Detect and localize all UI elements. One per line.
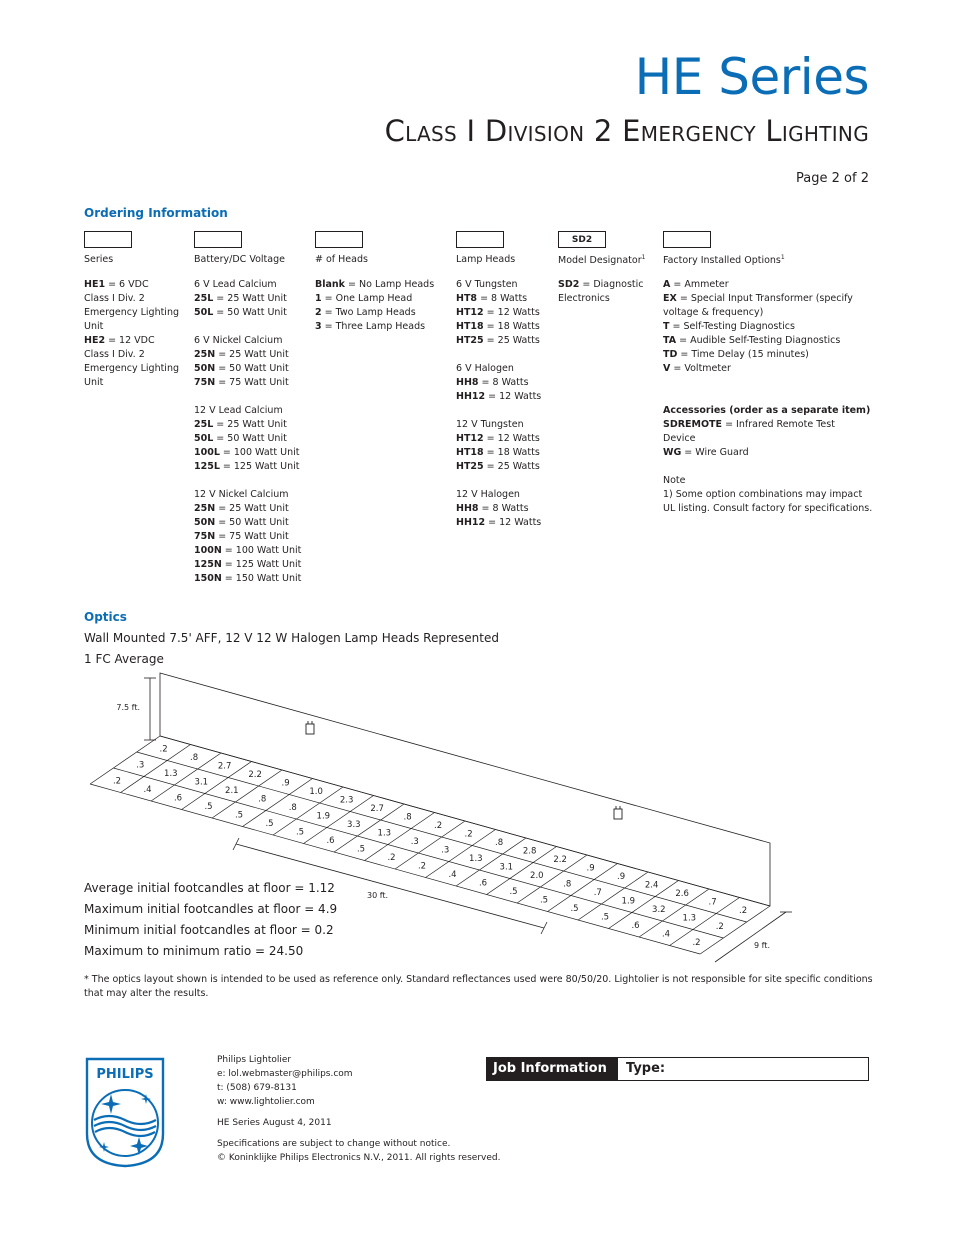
footcandle-value: 2.2 — [553, 854, 567, 865]
footcandle-value: .9 — [281, 778, 290, 789]
stat-average: Average initial footcandles at floor = 1.12 — [84, 881, 335, 895]
footcandle-value: .5 — [539, 895, 549, 906]
option-line: Note — [663, 475, 686, 486]
option-line: 12 V Lead Calcium — [194, 405, 283, 416]
footcandle-value: 1.9 — [316, 811, 331, 822]
footcandle-value: 3.1 — [499, 862, 514, 873]
footcandle-value: .8 — [403, 812, 412, 823]
option-line: 100L = 100 Watt Unit — [194, 447, 300, 458]
footcandle-value: .9 — [617, 871, 626, 882]
option-line: UL listing. Consult factory for specifications. — [663, 503, 873, 514]
footcandle-value: 2.1 — [225, 785, 239, 796]
footcandle-value: .6 — [478, 878, 488, 889]
optics-heading: Optics — [84, 610, 127, 624]
footcandle-value: .5 — [600, 912, 610, 923]
logo-wordmark: PHILIPS — [96, 1067, 154, 1082]
optics-average: 1 FC Average — [84, 652, 164, 666]
option-line: Class I Div. 2 — [84, 349, 145, 360]
footcandle-value: 2.6 — [675, 888, 689, 899]
option-line: SDREMOTE = Infrared Remote Test — [663, 419, 835, 430]
footcandle-value: .2 — [739, 905, 748, 916]
lamp-head-icon — [614, 806, 622, 819]
footcandle-value: 1.3 — [377, 828, 392, 839]
footcandle-value: .3 — [136, 760, 145, 771]
grid-line — [670, 898, 740, 946]
grid-line — [90, 736, 160, 787]
contact-phone: t: (508) 679-8131 — [217, 1083, 297, 1093]
disclaimer-copyright: © Koninklijke Philips Electronics N.V., 2011. All rights reserved. — [217, 1153, 501, 1163]
length-label: 30 ft. — [367, 891, 389, 900]
grid-line — [304, 796, 374, 844]
footcandle-value: 3.3 — [347, 819, 361, 830]
footcandle-value: .2 — [112, 776, 122, 787]
footcandle-value: .2 — [715, 921, 724, 932]
grid-line — [395, 821, 465, 872]
grid-line — [487, 847, 557, 895]
option-line: 6 V Tungsten — [456, 279, 518, 290]
option-line: 3 = Three Lamp Heads — [315, 321, 426, 332]
footcandle-value: .8 — [288, 802, 297, 813]
footcandle-value: .8 — [258, 794, 267, 805]
option-line: 100N = 100 Watt Unit — [194, 545, 302, 556]
footcandle-value: 2.7 — [217, 761, 232, 772]
doc-date: HE Series August 4, 2011 — [217, 1118, 332, 1128]
option-line: 75N = 75 Watt Unit — [194, 531, 289, 542]
footcandle-value: .5 — [234, 810, 244, 821]
footcandle-value: .6 — [173, 793, 183, 804]
job-information-box — [486, 1057, 869, 1081]
footcandle-value: 2.3 — [339, 795, 354, 806]
grid-line — [243, 779, 313, 827]
footcandle-value: .6 — [326, 835, 335, 846]
grid-line — [212, 770, 282, 821]
order-column-label: # of Heads — [315, 254, 368, 265]
footcandle-value: 1.0 — [309, 786, 323, 797]
footcandle-value: .7 — [593, 887, 602, 898]
floor-grid — [90, 736, 770, 954]
option-line: 12 V Tungsten — [456, 419, 524, 430]
option-line: SD2 = Diagnostic — [558, 279, 644, 290]
option-line: 50N = 50 Watt Unit — [194, 363, 289, 374]
option-line: 12 V Nickel Calcium — [194, 489, 289, 500]
company-name: Philips Lightolier — [217, 1055, 292, 1065]
footcandle-value: .2 — [692, 937, 701, 948]
job-information-label: Job Information — [487, 1058, 618, 1080]
option-line: 25N = 25 Watt Unit — [194, 349, 289, 360]
grid-line — [121, 745, 191, 793]
option-line: 25N = 25 Watt Unit — [194, 503, 289, 514]
footcandle-value: .2 — [159, 744, 168, 755]
footcandle-value: .2 — [434, 820, 443, 831]
grid-line — [365, 813, 435, 861]
footcandle-value: 2.0 — [530, 870, 544, 881]
order-column-label: Factory Installed Options$^1$ — [663, 254, 785, 267]
footcandle-value: .4 — [143, 784, 152, 795]
grid-line — [517, 855, 587, 906]
footcandle-value: .2 — [464, 829, 473, 840]
height-label: 7.5 ft. — [116, 703, 140, 712]
grid-line — [456, 838, 526, 889]
grid-line — [578, 872, 648, 923]
contact-email[interactable]: e: lol.webmaster@philips.com — [217, 1069, 353, 1079]
footcandle-value: 1.3 — [164, 768, 178, 779]
footcandle-value: .5 — [204, 801, 213, 812]
option-line: HT25 = 25 Watts — [456, 461, 540, 472]
option-line: 2 = Two Lamp Heads — [315, 307, 416, 318]
grid-line — [182, 762, 252, 810]
footcandle-value: .5 — [356, 844, 366, 855]
page-title: HE Series — [634, 48, 869, 106]
option-line: HT8 = 8 Watts — [456, 293, 528, 304]
option-line: HT18 = 18 Watts — [456, 321, 540, 332]
order-column-label: Model Designator$^1$ — [558, 254, 646, 267]
option-line: HE2 = 12 VDC — [84, 335, 155, 346]
grid-line — [426, 830, 496, 878]
footcandle-value: .3 — [441, 845, 450, 856]
option-line: HH12 = 12 Watts — [456, 391, 542, 402]
page-subtitle: Class I Division 2 Emergency Lighting — [384, 114, 869, 148]
grid-line — [273, 787, 343, 838]
order-column-label: Battery/DC Voltage — [194, 254, 285, 265]
footcandle-value: .8 — [563, 879, 572, 890]
footcandle-value: .6 — [631, 920, 640, 931]
option-line: 1 = One Lamp Head — [315, 293, 413, 304]
depth-label: 9 ft. — [754, 941, 770, 950]
footcandle-value: .3 — [410, 836, 419, 847]
wall-outline — [160, 673, 770, 906]
option-line: Blank = No Lamp Heads — [315, 279, 435, 290]
option-line: 50L = 50 Watt Unit — [194, 307, 287, 318]
option-line: TA = Audible Self-Testing Diagnostics — [663, 335, 841, 346]
option-line: HH8 = 8 Watts — [456, 377, 529, 388]
footcandle-value: 2.7 — [370, 803, 384, 814]
footcandle-value: .9 — [586, 863, 595, 874]
option-line: 6 V Halogen — [456, 363, 514, 374]
order-column-label: Series — [84, 254, 114, 265]
philips-logo — [84, 1056, 166, 1168]
optics-description: Wall Mounted 7.5' AFF, 12 V 12 W Halogen Lamp Heads Represented — [84, 631, 499, 645]
option-line: Emergency Lighting — [84, 363, 179, 374]
footcandle-value: 3.2 — [652, 904, 666, 915]
footcandle-value: .8 — [190, 752, 199, 763]
option-line: 12 V Halogen — [456, 489, 520, 500]
option-line: HH12 = 12 Watts — [456, 517, 542, 528]
grid-line — [334, 804, 404, 855]
option-line: Unit — [84, 377, 104, 388]
footcandle-value: .5 — [509, 886, 518, 897]
option-line: 6 V Nickel Calcium — [194, 335, 283, 346]
option-line: Class I Div. 2 — [84, 293, 145, 304]
option-line: EX = Special Input Transformer (specify — [663, 293, 853, 304]
option-line: TD = Time Delay (15 minutes) — [663, 349, 809, 360]
grid-line — [609, 881, 679, 929]
footcandle-value: 2.4 — [644, 880, 659, 891]
option-line: HT25 = 25 Watts — [456, 335, 540, 346]
contact-web[interactable]: w: www.lightolier.com — [217, 1097, 315, 1107]
option-line: WG = Wire Guard — [663, 447, 749, 458]
option-line: 150N = 150 Watt Unit — [194, 573, 302, 584]
option-line: HE1 = 6 VDC — [84, 279, 149, 290]
footcandle-value: 1.3 — [469, 853, 483, 864]
option-line: HH8 = 8 Watts — [456, 503, 529, 514]
footcandle-value: .7 — [708, 897, 717, 908]
ordering-heading: Ordering Information — [84, 206, 228, 220]
option-line: Emergency Lighting — [84, 307, 179, 318]
option-line: 125N = 125 Watt Unit — [194, 559, 302, 570]
footcandle-value: 2.8 — [522, 846, 537, 857]
option-line: V = Voltmeter — [663, 363, 731, 374]
option-line: Electronics — [558, 293, 610, 304]
footcandle-value: .2 — [417, 861, 427, 872]
option-line: HT18 = 18 Watts — [456, 447, 540, 458]
option-line: 50N = 50 Watt Unit — [194, 517, 289, 528]
footcandle-value: .5 — [265, 818, 274, 829]
stat-minimum: Minimum initial footcandles at floor = 0.2 — [84, 923, 334, 937]
footcandle-value: .4 — [661, 929, 671, 940]
grid-line — [151, 753, 221, 804]
option-line: 125L = 125 Watt Unit — [194, 461, 300, 472]
footcandle-value: 2.2 — [248, 769, 262, 780]
order-code-box: SD2 — [558, 231, 606, 248]
grid-line — [548, 864, 618, 912]
order-column-label: Lamp Heads — [456, 254, 516, 265]
option-line: T = Self-Testing Diagnostics — [663, 321, 795, 332]
option-line: HT12 = 12 Watts — [456, 433, 540, 444]
stat-ratio: Maximum to minimum ratio = 24.50 — [84, 944, 304, 958]
option-line: 50L = 50 Watt Unit — [194, 433, 287, 444]
footcandle-value: .4 — [448, 869, 457, 880]
footcandle-value: 1.9 — [621, 896, 636, 907]
option-line: 25L = 25 Watt Unit — [194, 419, 287, 430]
page-number: Page 2 of 2 — [796, 171, 869, 186]
footcandle-value: 3.1 — [194, 777, 209, 788]
option-line: Accessories (order as a separate item) — [663, 405, 871, 416]
option-line: Unit — [84, 321, 104, 332]
grid-line — [639, 889, 709, 940]
optics-footnote: * The optics layout shown is intended to be used as reference only. Standard reflectances used were 80/50/20. Lightolier is not responsible for site specific conditions that may alter the results. — [84, 974, 873, 999]
option-line: A = Ammeter — [663, 279, 729, 290]
option-line: 25L = 25 Watt Unit — [194, 293, 287, 304]
stat-maximum: Maximum initial footcandles at floor = 4.9 — [84, 902, 338, 916]
disclaimer-change: Specifications are subject to change without notice. — [217, 1139, 451, 1149]
option-line: 6 V Lead Calcium — [194, 279, 277, 290]
job-type-field[interactable]: Type: — [626, 1061, 666, 1076]
footcandle-value: 1.3 — [682, 913, 697, 924]
option-line: HT12 = 12 Watts — [456, 307, 540, 318]
footcandle-value: .5 — [295, 827, 305, 838]
footcandle-value: .2 — [387, 852, 396, 863]
footcandle-value: .5 — [570, 903, 579, 914]
option-line: 75N = 75 Watt Unit — [194, 377, 289, 388]
option-line: 1) Some option combinations may impact — [663, 489, 863, 500]
footcandle-value: .8 — [495, 837, 504, 848]
option-line: Device — [663, 433, 696, 444]
option-line: voltage & frequency) — [663, 307, 764, 318]
lamp-head-icon — [306, 721, 314, 734]
